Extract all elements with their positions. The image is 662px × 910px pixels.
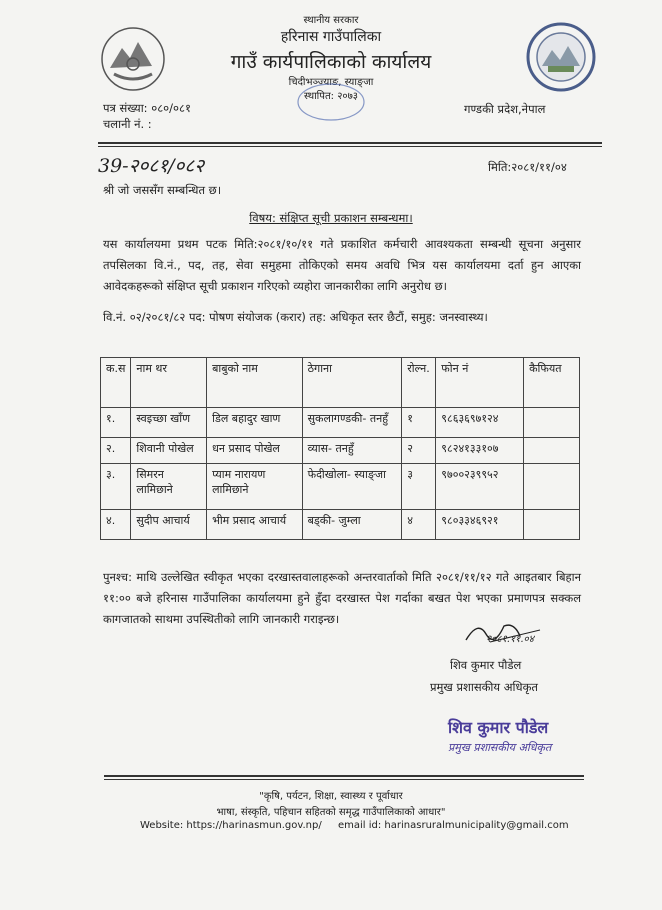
addressee: श्री जो जससँग सम्बन्धित छ। <box>103 183 222 197</box>
office-title: गाउँ कार्यपालिकाको कार्यालय <box>230 51 432 73</box>
header-divider-thin <box>98 146 602 147</box>
subject-line: विषय: संक्षिप्त सूची प्रकाशन सम्बन्धमा। <box>249 211 413 225</box>
cell-roll: १ <box>402 408 436 438</box>
cell-name: स्वइच्छा खाँण <box>131 408 207 438</box>
footer-slogan-2: भाषा, संस्कृति, पहिचान सहितको समृद्ध गाउँपालिकाको आधार" <box>216 807 446 818</box>
cell-serial: ३. <box>101 464 131 510</box>
patra-sankhya: पत्र संख्या: ०८०/०८१ <box>103 101 191 115</box>
table-header-row <box>101 358 580 408</box>
col-header-serial: क.स <box>101 358 131 408</box>
subject-wrap <box>0 211 662 226</box>
footer-divider-thin <box>104 779 584 780</box>
name-stamp-name: शिव कुमार पौडेल <box>448 718 549 737</box>
cell-roll: २ <box>402 438 436 464</box>
chalani-number: चलानी नं. : <box>103 117 152 131</box>
header-divider <box>98 142 602 144</box>
col-header-address: ठेगाना <box>302 358 402 408</box>
signature-hand-date: २०८१.११.०४ <box>486 634 534 645</box>
table-row <box>101 510 580 540</box>
header-address: चिदीभञ्ज्याङ, स्याङ्जा <box>288 77 374 88</box>
cell-remarks <box>524 438 580 464</box>
cell-name: सिमरन लामिछाने <box>131 464 207 510</box>
col-header-roll: रोल्न. <box>402 358 436 408</box>
cell-father: डिल बहादुर खाण <box>207 408 303 438</box>
footer-slogan-1: "कृषि, पर्यटन, शिक्षा, स्वास्थ्य र पूर्वाधार <box>259 791 403 802</box>
body-paragraph-3: पुनश्च: माथि उल्लेखित स्वीकृत भएका दरखास्तवालाहरूको अन्तरवार्ताको मिति २०८१/११/१२ गते आइतबार बिहान ११:०० बजे हरिनास गाउँपालिका कार्यालयमा हुने हुँदा दरखास्त पेश गर्दाका बखत पेश भएका प्रमाणपत्र सक्कल कागजातको साथमा उपस्थितीको लागि जानकारी गराइन्छ। <box>103 570 581 626</box>
cell-roll: ४ <box>402 510 436 540</box>
cell-roll: ३ <box>402 464 436 510</box>
letter-date: मिति:२०८१/११/०४ <box>488 160 567 174</box>
cell-name: शिवानी पोखेल <box>131 438 207 464</box>
table-row <box>101 408 580 438</box>
header-line-1: स्थानीय सरकार <box>303 15 359 26</box>
col-header-father: बाबुको नाम <box>207 358 303 408</box>
col-header-remarks: कैफियत <box>524 358 580 408</box>
cell-remarks <box>524 464 580 510</box>
col-header-name: नाम थर <box>131 358 207 408</box>
body-paragraph-1: यस कार्यालयमा प्रथम पटक मिति:२०८१/१०/११ गते प्रकाशित कर्मचारी आवश्यकता सम्बन्धी सूचना अनुसार तपसिलका वि.नं., पद, तह, सेवा समुहमा तोकिएको समय अवधि भित्र यस कार्यालयमा दर्ता हुन आएका आवेदकहरूको संक्षिप्त सूची प्रकाशन गरिएको व्यहोरा जानकारीका लागि अनुरोध छ। <box>103 237 581 293</box>
signatory-title: प्रमुख प्रशासकीय अधिकृत <box>430 680 538 694</box>
cell-phone: ९८६३६९७१२४ <box>436 408 524 438</box>
cell-father: प्याम नारायण लामिछाने <box>207 464 303 510</box>
footer-divider <box>104 775 584 777</box>
footer-website: Website: https://harinasmun.gov.np/ <box>140 820 322 831</box>
cell-serial: ४. <box>101 510 131 540</box>
cell-name: सुदीप आचार्य <box>131 510 207 540</box>
cell-phone: ९८२४१३३१०७ <box>436 438 524 464</box>
candidate-table <box>100 357 580 540</box>
table-row <box>101 438 580 464</box>
table-row <box>101 464 580 510</box>
cell-phone: ९८०३३४६९२१ <box>436 510 524 540</box>
cell-father: धन प्रसाद पोखेल <box>207 438 303 464</box>
cell-serial: २. <box>101 438 131 464</box>
cell-address: सुकलागण्डकी- तनहुँ <box>302 408 402 438</box>
cell-remarks <box>524 510 580 540</box>
footer-email: email id: harinasruralmunicipality@gmail.com <box>338 820 569 831</box>
body-paragraph-2: वि.नं. ०२/२०८१/८२ पद: पोषण संयोजक (करार) तह: अधिकृत स्तर छैटौं, समुह: जनस्वास्थ्य। <box>103 310 488 324</box>
header-established: स्थापित: २०७३ <box>304 91 358 102</box>
cell-father: भीम प्रसाद आचार्य <box>207 510 303 540</box>
cell-phone: ९७००२३९९५२ <box>436 464 524 510</box>
signatory-name: शिव कुमार पौडेल <box>450 658 522 672</box>
handwritten-ref-number: 39-२०८१/०८२ <box>98 155 205 177</box>
province-label: गण्डकी प्रदेश,नेपाल <box>464 102 546 116</box>
cell-address: बड्की- जुम्ला <box>302 510 402 540</box>
name-stamp-title: प्रमुख प्रशासकीय अधिकृत <box>448 741 552 754</box>
cell-remarks <box>524 408 580 438</box>
cell-address: व्यास- तनहुँ <box>302 438 402 464</box>
cell-address: फेदीखोला- स्याङ्जा <box>302 464 402 510</box>
col-header-phone: फोन नं <box>436 358 524 408</box>
office-stamp <box>296 82 366 122</box>
header-line-2: हरिनास गाउँपालिका <box>280 29 382 45</box>
cell-serial: १. <box>101 408 131 438</box>
